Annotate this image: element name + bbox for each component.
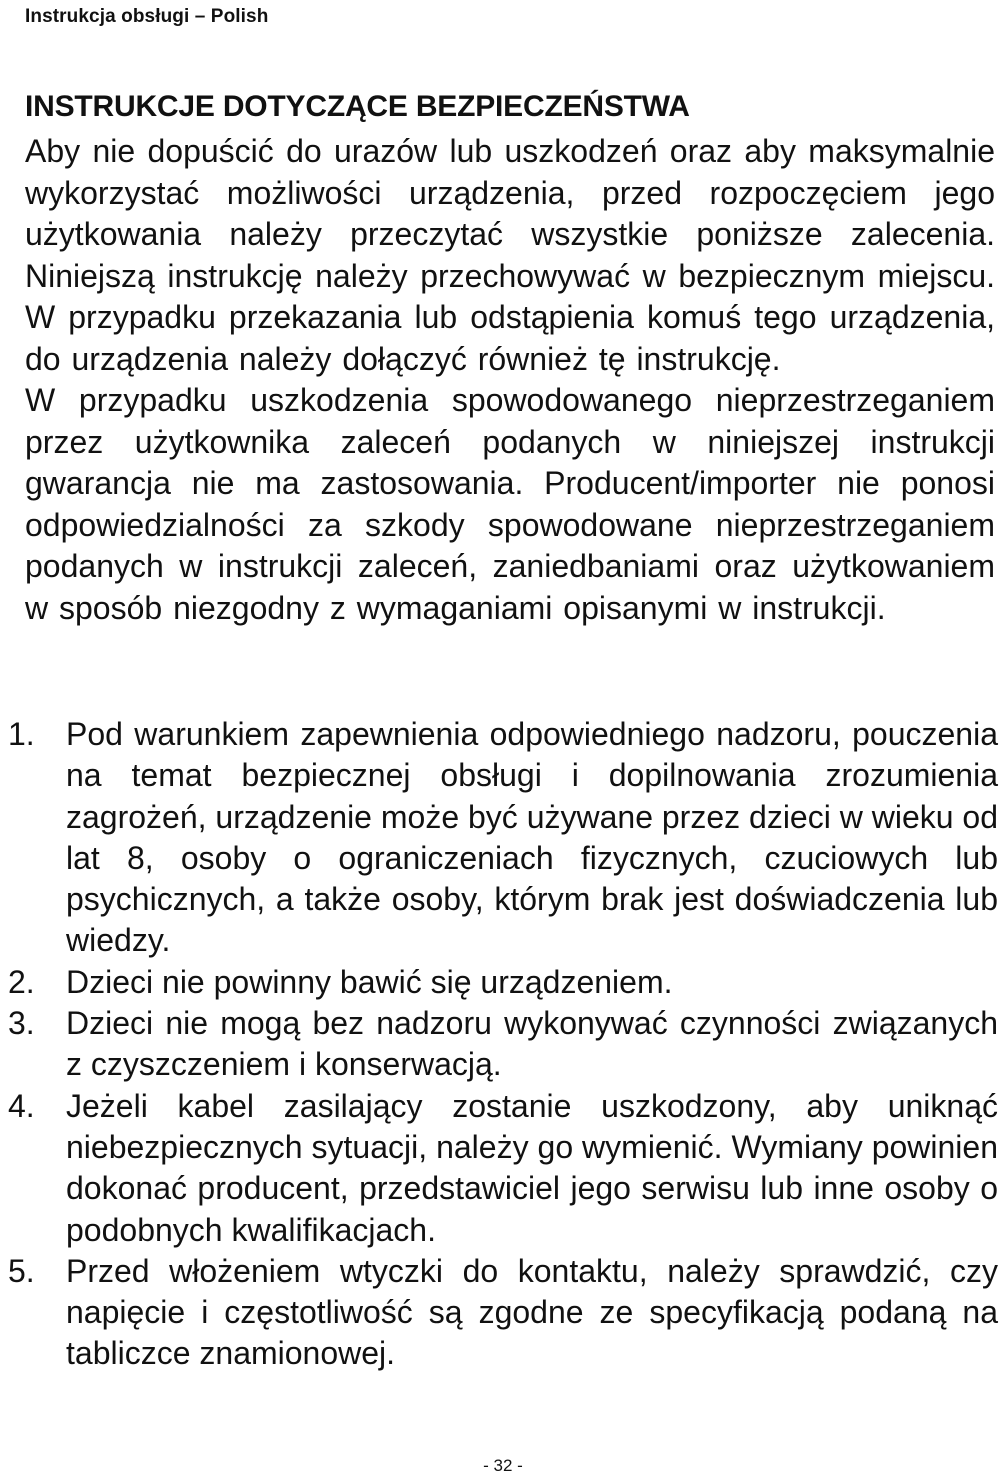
document-header-label: Instrukcja obsługi – Polish	[25, 6, 269, 27]
list-item-number: 2.	[8, 963, 35, 1000]
list-item-text: Pod warunkiem zapewnienia odpowiedniego nadzoru, pouczenia na temat bezpiecznej obsługi i dopilnowania zrozumienia zagrożeń, urządzenie może być używane przez dzieci w wieku od lat 8, osoby o ograniczeniach fizycznych, czuciowych lub psychicznych, a także osoby, którym brak jest doświadczenia lub wiedzy.	[66, 716, 999, 959]
list-item-text: Dzieci nie mogą bez nadzoru wykonywać czynności związanych z czyszczeniem i konserwacją.	[66, 1005, 998, 1083]
intro-paragraph: Aby nie dopuścić do urazów lub uszkodzeń oraz aby maksymalnie wykorzystać możliwości urządzenia, przed rozpoczęciem jego użytkowania należy przeczytać wszystkie poniższe zalecenia. Niniejszą instrukcję należy przechowywać w bezpiecznym miejscu. W przypadku przekazania lub odstąpienia komuś tego urządzenia, do urządzenia należy dołączyć również tę instrukcję.	[25, 133, 995, 377]
warranty-paragraph: W przypadku uszkodzenia spowodowanego nieprzestrzeganiem przez użytkownika zaleceń podanych w niniejszej instrukcji gwarancja nie ma zastosowania. Producent/importer nie ponosi odpowiedzialności za szkody spowodowane nieprzestrzeganiem podanych w instrukcji zaleceń, zaniedbaniami oraz użytkowaniem w sposób niezgodny z wymaganiami opisanymi w instrukcji.	[25, 382, 995, 626]
intro-text	[25, 131, 995, 629]
list-item	[0, 1251, 998, 1375]
list-item-text: Przed włożeniem wtyczki do kontaktu, należy sprawdzić, czy napięcie i częstotliwość są zgodne ze specyfikacją podaną na tabliczce znamionowej.	[66, 1252, 998, 1372]
list-item-number: 1.	[8, 716, 35, 752]
list-item	[0, 962, 998, 1003]
list-item-number: 4.	[8, 1087, 35, 1124]
safety-instructions-list	[0, 714, 998, 1375]
list-item	[0, 1003, 998, 1086]
list-item-text: Jeżeli kabel zasilający zostanie uszkodzony, aby uniknąć niebezpiecznych sytuacji, należy go wymienić. Wymiany powinien dokonać producent, przedstawiciel jego serwisu lub inne osoby o podobnych kwalifikacjach.	[66, 1087, 998, 1248]
page-number: - 32 -	[483, 1456, 523, 1475]
list-item-number: 5.	[8, 1252, 35, 1289]
list-item	[0, 1086, 998, 1251]
list-item-text: Dzieci nie powinny bawić się urządzeniem.	[66, 963, 673, 1000]
list-item-number: 3.	[8, 1005, 35, 1042]
section-title: INSTRUKCJE DOTYCZĄCE BEZPIECZEŃSTWA	[25, 90, 690, 123]
list-item	[0, 714, 998, 962]
